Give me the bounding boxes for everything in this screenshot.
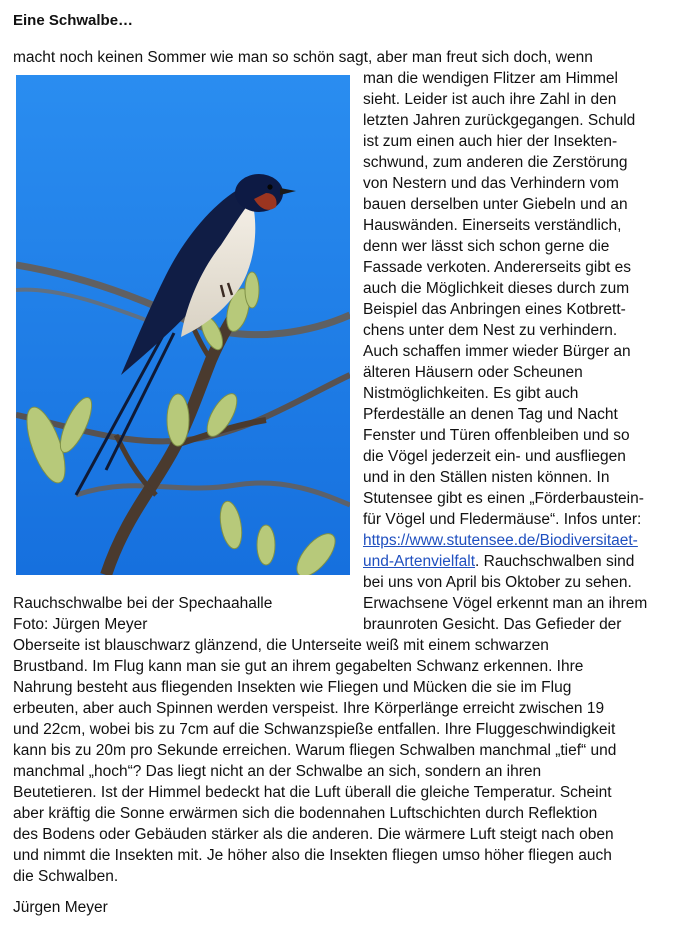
stutensee-link[interactable]: https://www.stutensee.de/Biodiversitaet-: [363, 532, 638, 549]
right-line: Fenster und Türen offenbleiben und so: [363, 427, 630, 444]
body-line: erbeuten, aber auch Spinnen werden verspeist. Ihre Körperlänge erreicht zwischen 19: [13, 700, 605, 717]
right-line: bauen derselben unter Giebeln und an: [363, 196, 628, 213]
stutensee-link-continued[interactable]: und-Artenvielfalt: [363, 553, 476, 570]
right-line: Pferdeställe an denen Tag und Nacht: [363, 406, 618, 423]
body-line: manchmal „hoch“? Das liegt nicht an der Schwalbe an sich, sondern an ihren: [13, 763, 542, 780]
right-line: die Vögel jederzeit ein- und ausfliegen: [363, 448, 626, 465]
stutensee-link-line1: [363, 530, 638, 551]
author-signature: Jürgen Meyer: [13, 899, 108, 916]
body-line: Oberseite ist blauschwarz glänzend, die Unterseite weiß mit einem schwarzen: [13, 637, 549, 654]
swallow-photo: [16, 75, 350, 575]
body-line: kann bis zu 20m pro Sekunde erreichen. Warum fliegen Schwalben manchmal „tief“ und: [13, 742, 617, 759]
body-line: Beutetieren. Ist der Himmel bedeckt hat die Luft überall die gleiche Temperatur. Scheint: [13, 784, 612, 801]
article-title: Eine Schwalbe…: [13, 12, 134, 29]
right-line: bei uns von April bis Oktober zu sehen.: [363, 574, 632, 591]
right-line: braunroten Gesicht. Das Gefieder der: [363, 616, 622, 633]
right-line: für Vögel und Fledermäuse“. Infos unter:: [363, 511, 642, 528]
body-line: die Schwalben.: [13, 868, 119, 885]
body-line: und nimmt die Insekten mit. Je höher also die Insekten fliegen umso höher fliegen auch: [13, 847, 612, 864]
body-line: Nahrung besteht aus fliegenden Insekten wie Fliegen und Mücken die sie im Flug: [13, 679, 572, 696]
photo-caption: Rauchschwalbe bei der Spechaahalle: [13, 595, 273, 612]
right-line: älteren Häusern oder Scheunen: [363, 364, 583, 381]
body-line: des Bodens oder Gebäuden stärker als die anderen. Die wärmere Luft steigt nach oben: [13, 826, 614, 843]
right-line: man die wendigen Flitzer am Himmel: [363, 70, 618, 87]
right-line: denn wer lässt sich schon gerne die: [363, 238, 610, 255]
right-line: Stutensee gibt es einen „Förderbaustein-: [363, 490, 644, 507]
stutensee-link-line2: [363, 551, 634, 572]
right-line: Auch schaffen immer wieder Bürger an: [363, 343, 631, 360]
right-line: ist zum einen auch hier der Insekten-: [363, 133, 618, 150]
right-line: auch die Möglichkeit dieses durch zum: [363, 280, 630, 297]
right-line: und in den Ställen nisten können. In: [363, 469, 610, 486]
intro-line: macht noch keinen Sommer wie man so schön sagt, aber man freut sich doch, wenn: [13, 49, 593, 66]
right-line: von Nestern und das Verhindern vom: [363, 175, 619, 192]
right-line: chens unter dem Nest zu verhindern.: [363, 322, 618, 339]
body-line: aber kräftig die Sonne erwärmen sich die bodennahen Luftschichten durch Reflektion: [13, 805, 598, 822]
right-line: letzten Jahren zurückgegangen. Schuld: [363, 112, 636, 129]
right-line: Hauswänden. Einerseits verständlich,: [363, 217, 622, 234]
right-line: Erwachsene Vögel erkennt man an ihrem: [363, 595, 648, 612]
right-line: Nistmöglichkeiten. Es gibt auch: [363, 385, 579, 402]
body-line: Brustband. Im Flug kann man sie gut an ihrem gegabelten Schwanz erkennen. Ihre: [13, 658, 584, 675]
photo-credit: Foto: Jürgen Meyer: [13, 616, 148, 633]
right-line: sieht. Leider ist auch ihre Zahl in den: [363, 91, 617, 108]
link-trailing-text: . Rauchschwalben sind: [475, 553, 635, 570]
right-line: Fassade verkoten. Andererseits gibt es: [363, 259, 631, 276]
body-line: und 22cm, wobei bis zu 7cm auf die Schwanzspieße entfallen. Ihre Fluggeschwindigkeit: [13, 721, 616, 738]
right-line: schwund, zum anderen die Zerstörung: [363, 154, 628, 171]
right-line: Beispiel das Anbringen eines Kotbrett-: [363, 301, 626, 318]
